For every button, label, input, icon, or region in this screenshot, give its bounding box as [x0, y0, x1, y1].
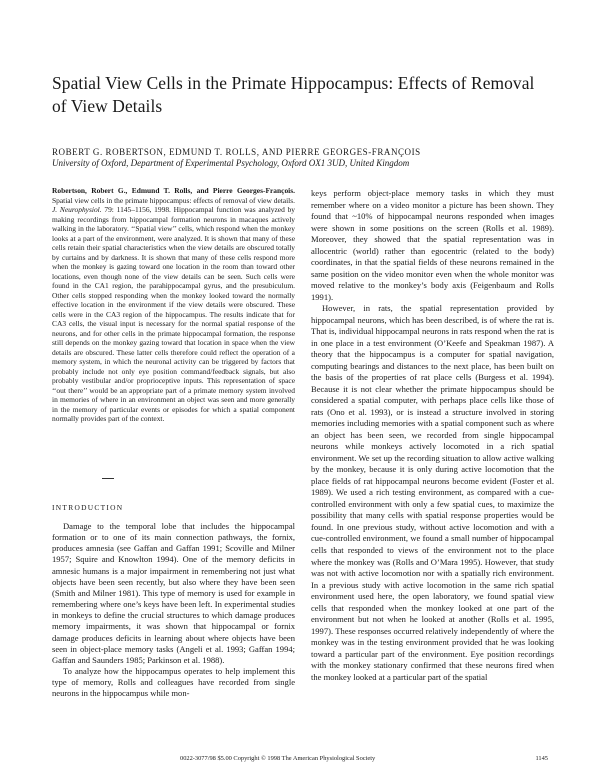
page-number: 1145: [535, 755, 548, 762]
abstract-body: Hippocampal function was analyzed by making recordings from hippocampal formation neurons in macaques actively walking in the laboratory. ‘‘Spatial view’’ cells, which respond when the monkey looks at a part of the environment, were analyzed. It is shown that many of these cells retain their spatial characteristics when the view details are obscured totally by curtains and by darkness. It is shown that many of these cells respond more when the monkey is gazing toward one location in the room than toward other locations, even though none of the view details can be seen. Such cells were found in the CA1 region, the parahippocampal gyrus, and the presubiculum. Other cells stopped responding when the monkey looked toward the normally effective location in the environment if the view details were obscured. These cells were in the CA3 region of the hippocampus. The results indicate that for CA3 cells, the visual input is necessary for the normal spatial response of the neurons, and for other cells in the primate hippocampal formation, the response still depends on the monkey gazing toward that location in space when the view details are obscured. These latter cells therefore could reflect the operation of a memory system, in which the neuronal activity can be triggered by factors that probably include not only eye position command/feedback signals, but also probably vestibular and/or proprioceptive inputs. This representation of space ‘‘out there’’ would be an appropriate part of a primate memory system involved in memories of where in an environment an object was seen and more generally in the memory of particular events or episodes for which a spatial component normally provides part of the context.: [52, 205, 296, 423]
abstract-citation-details: 79: 1145–1156, 1998.: [104, 205, 171, 214]
right-column-text: [311, 188, 554, 683]
author-affiliation: University of Oxford, Department of Experimental Psychology, Oxford OX1 3UD, United Kingdom: [52, 158, 410, 168]
abstract-paragraph: [52, 186, 295, 424]
abstract-journal: J. Neurophysiol.: [52, 205, 102, 214]
introduction-text: [52, 521, 295, 700]
copyright-notice: 0022-3077/98 $5.00 Copyright © 1998 The American Physiological Society: [180, 755, 376, 762]
body-paragraph: To analyze how the hippocampus operates to help implement this type of memory, Rolls and colleagues have recorded from single neurons in the hippocampus while mon-: [52, 666, 295, 699]
author-list: ROBERT G. ROBERTSON, EDMUND T. ROLLS, AND PIERRE GEORGES-FRANÇOIS: [52, 147, 421, 157]
abstract-citation-authors: Robertson, Robert G., Edmund T. Rolls, and Pierre Georges-François.: [52, 186, 295, 195]
introduction-heading: INTRODUCTION: [52, 503, 124, 512]
page-footer: [52, 755, 548, 765]
abstract-lead: Spatial view cells in the primate hippocampus: effects of removal of view details.: [52, 195, 295, 205]
body-paragraph: keys perform object-place memory tasks in which they must remember where on a video monitor a picture has been shown. They found that ~10% of hippocampal neurons responded when images were shown in some positions on the screen (Rolls et al. 1989). Moreover, they showed that the spatial representation was in allocentric (world) rather than egocentric (related to the body) coordinates, in that the spatial fields of these neurons remained in the same position on the video monitor even when the whole monitor was moved relative to the monkey’s body axis (Feigenbaum and Rolls 1991).: [311, 188, 554, 302]
body-paragraph: Damage to the temporal lobe that includes the hippocampal formation or to one of its main connection pathways, the fornix, produces amnesia (see Gaffan and Gaffan 1991; Scoville and Milner 1957; Squire and Knowlton 1994). One of the memory deficits in amnesic humans is a major impairment in remembering not just what objects have been seen recently, but also where they have been seen (Smith and Milner 1981). This type of memory is used for example in remembering where one’s keys have been left. In experimental studies in monkeys to define the crucial structures to which damage produces memory impairments, it was shown that hippocampal or fornix damage produces deficits in learning about where objects have been seen in object-place memory tasks (Angeli et al. 1993; Gaffan 1994; Gaffan and Saunders 1985; Parkinson et al. 1988).: [52, 521, 295, 665]
abstract: [52, 186, 295, 424]
article-title: Spatial View Cells in the Primate Hippocampus: Effects of Removal of View Details: [52, 73, 535, 116]
section-divider: [102, 478, 114, 479]
body-paragraph: However, in rats, the spatial representation provided by hippocampal neurons, which has been described, is of where the rat is. That is, individual hippocampal neurons in rats respond when the rat is in one place in a test environment (O’Keefe and Speakman 1987). A theory that the hippocampus is a computer for spatial navigation, computing bearings and distances to the next place, has been built on the basis of the properties of rat place cells (Burgess et al. 1994). Because it is not clear whether the primate hippocampus should be considered a spatial computer, with perhaps place cells like those of rats (Ono et al. 1993), or is instead a structure involved in storing memories including memories with a spatial component such as where an object has been seen, we recorded from single hippocampal neurons while monkeys actively locomoted in a rich spatial environment. We set up the recording situation to allow active walking by the monkey, because it is only during active locomotion that the place fields of rat hippocampal neurons become evident (Foster et al. 1989). We used a rich testing environment, as compared with a cue-controlled environment with only a few spatial cues, to maximize the possibility that many cells with spatial response properties would be found. In one previous study, without active locomotion and with a cue-controlled environment, we found a small number of hippocampal cells that responded to views of the environment not to the place where the monkey was (Rolls and O’Mara 1995). However, that study was not with active locomotion nor with a spatially rich environment. In a previous study with active locomotion in the same rich spatial environment used here, the open laboratory, we found spatial view cells that responded when the monkey looked at one part of the environment but not when he looked at another (Rolls et al. 1995, 1997). These responses occurred relatively independently of where the monkey was in the testing environment provided that he was looking toward a particular part of the environment. Eye position recordings with the monkey stationary confirmed that these neurons fired when the monkey looked at a particular part of the spatial: [311, 303, 554, 682]
